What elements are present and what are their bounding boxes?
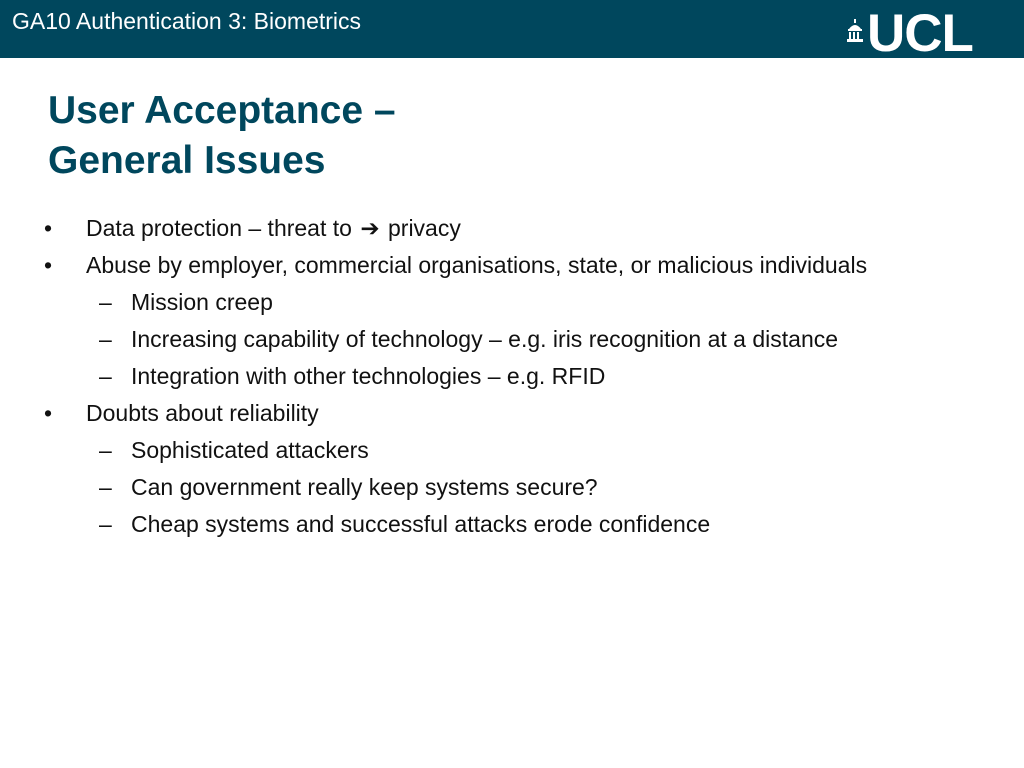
sub-bullet-marker: – [99,437,112,463]
ucl-logo [845,4,995,63]
sub-bullet-text: Mission creep [131,289,273,315]
slide-title-line-1: User Acceptance – [48,89,396,132]
sub-bullet-text: Integration with other technologies – e.g. RFID [131,363,606,389]
presentation-title: GA10 Authentication 3: Biometrics [12,8,362,34]
sub-bullet-marker: – [99,474,112,500]
bullet-text-start: Data protection – threat to [86,215,359,241]
sub-bullet-item [0,432,1024,469]
bullet-text-end: privacy [381,215,461,241]
slide-title [48,86,396,186]
sub-bullet-item [0,321,1024,358]
bullet-item [0,247,1024,284]
bullet-text: Doubts about reliability [86,400,319,426]
portico-dome-icon [846,19,864,43]
slide-title-line-2: General Issues [48,139,326,182]
arrow-right-icon: ➔ [360,215,380,241]
bullet-text [86,210,461,247]
bullet-item [0,395,1024,432]
bullet-text: Abuse by employer, commercial organisations, state, or malicious individuals [86,252,868,278]
sub-bullet-item [0,506,1024,543]
bullet-item [0,210,1024,247]
sub-bullet-marker: – [99,363,112,389]
sub-bullet-marker: – [99,326,112,352]
header-bar [0,0,1024,63]
bullet-marker: • [44,215,53,241]
sub-bullet-item [0,469,1024,506]
sub-bullet-item [0,284,1024,321]
logo-wordmark: UCL [867,4,973,63]
sub-bullet-marker: – [99,511,112,537]
bullet-marker: • [44,400,53,426]
bullet-list [0,210,1024,543]
sub-bullet-text: Sophisticated attackers [131,437,369,463]
sub-bullet-text: Increasing capability of technology – e.g. iris recognition at a distance [131,326,839,352]
sub-bullet-text: Cheap systems and successful attacks erode confidence [131,511,711,537]
sub-bullet-text: Can government really keep systems secure? [131,474,598,500]
bullet-marker: • [44,252,53,278]
sub-bullet-item [0,358,1024,395]
sub-bullet-marker: – [99,289,112,315]
